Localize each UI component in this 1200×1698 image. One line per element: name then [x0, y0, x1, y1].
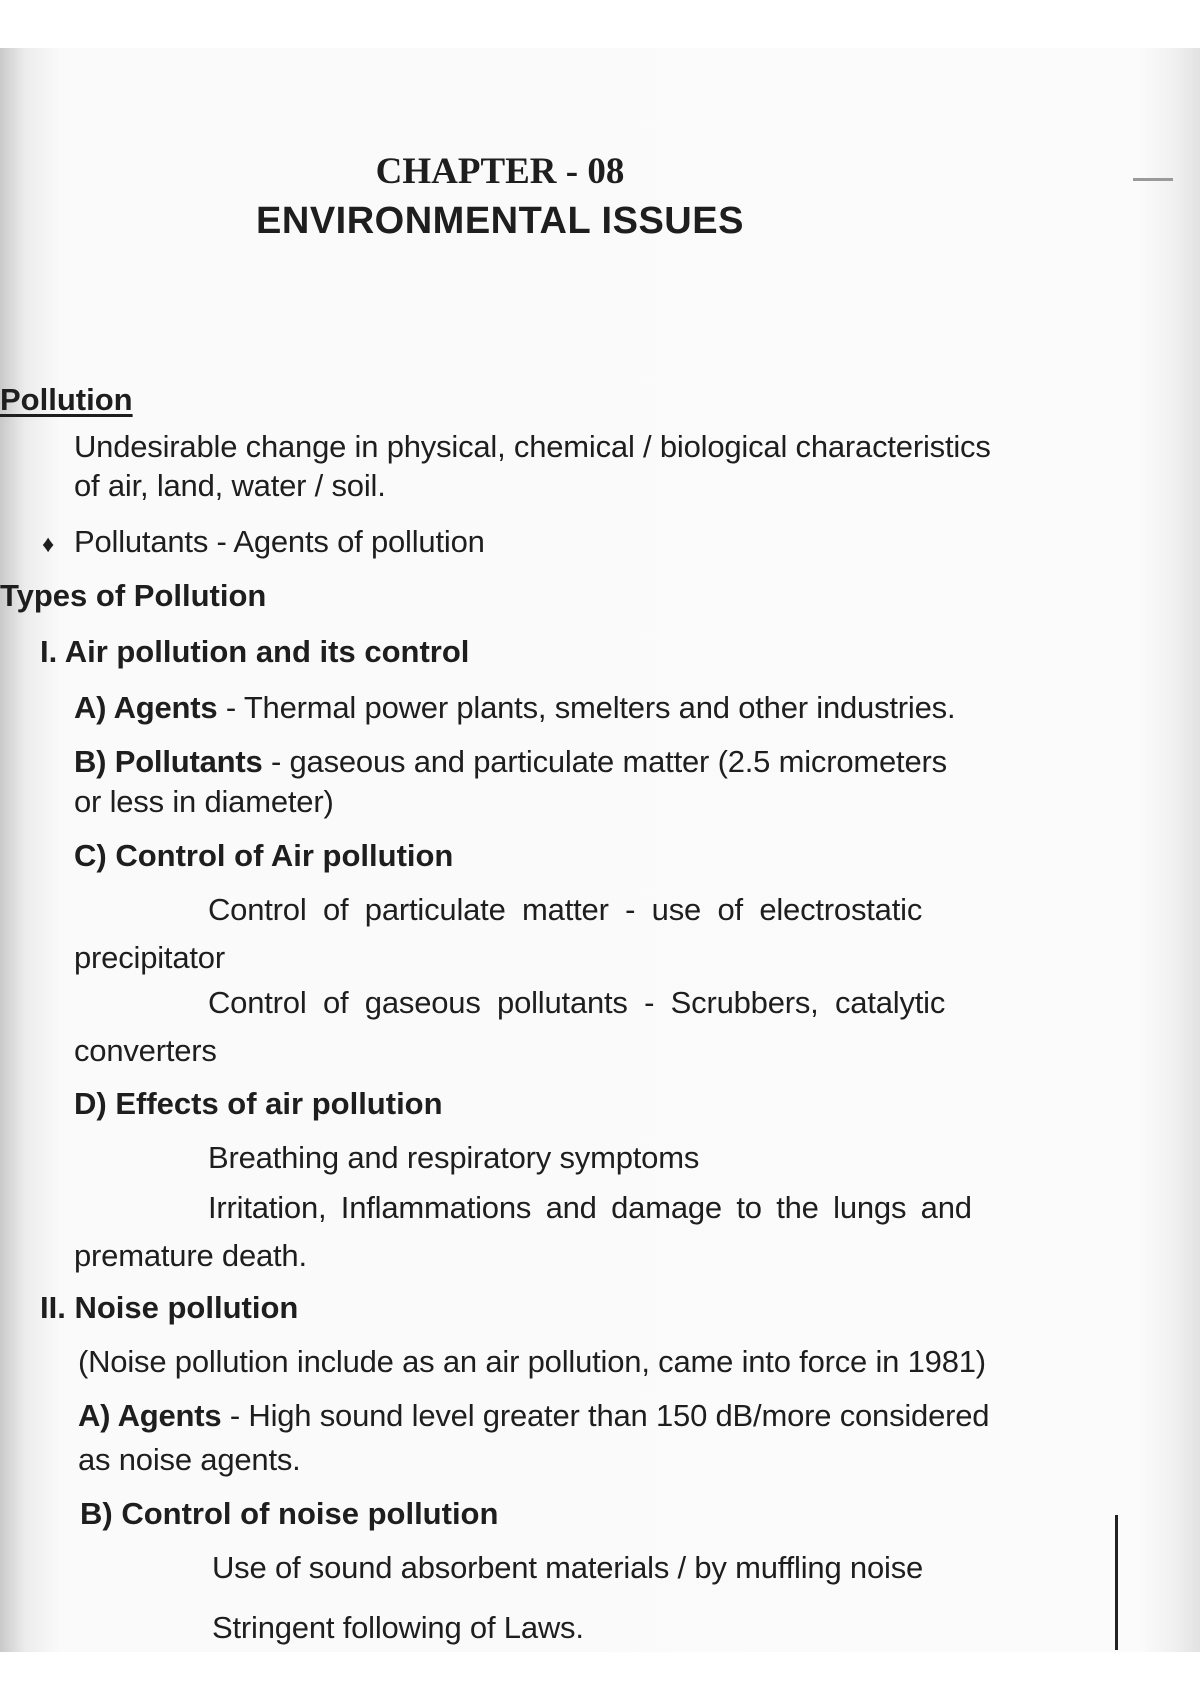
air-effects-heading: D) Effects of air pollution	[74, 1086, 443, 1121]
noise-control-line-1: Use of sound absorbent materials / by muffling noise	[212, 1550, 924, 1585]
air-effects-line-2: Irritation, Inflammations and damage to the lungs and	[208, 1190, 972, 1225]
noise-agents-text: - High sound level greater than 150 dB/more considered	[221, 1398, 990, 1433]
pollution-definition-line-2: of air, land, water / soil.	[74, 468, 386, 503]
noise-agents	[78, 1396, 989, 1436]
air-pollutants-text: - gaseous and particulate matter (2.5 micrometers	[262, 744, 947, 779]
air-control-gas-line-1: Control of gaseous pollutants - Scrubbers, catalytic	[208, 985, 946, 1020]
air-agents-text: - Thermal power plants, smelters and other industries.	[217, 690, 956, 725]
noise-pollution-heading: II. Noise pollution	[40, 1290, 299, 1325]
page-edge-mark	[1133, 178, 1173, 181]
pollutants-definition: Pollutants - Agents of pollution	[74, 524, 485, 559]
noise-control-line-2: Stringent following of Laws.	[212, 1610, 584, 1645]
air-effects-line-1: Breathing and respiratory symptoms	[208, 1140, 700, 1175]
noise-control-heading: B) Control of noise pollution	[80, 1496, 499, 1531]
air-agents-label: A) Agents	[74, 690, 218, 725]
types-heading: Types of Pollution	[0, 578, 267, 613]
air-pollutants-label: B) Pollutants	[74, 744, 263, 779]
noise-note: (Noise pollution include as an air pollution, came into force in 1981)	[78, 1344, 986, 1379]
noise-agents-line-2: as noise agents.	[78, 1442, 301, 1477]
diamond-bullet-icon: ♦	[42, 531, 55, 558]
air-control-gas-line-2: converters	[74, 1033, 217, 1068]
air-pollution-heading: I. Air pollution and its control	[40, 634, 470, 669]
air-agents	[74, 688, 955, 728]
margin-line	[1115, 1515, 1118, 1650]
air-effects-line-3: premature death.	[74, 1238, 307, 1273]
pollution-definition-line-1: Undesirable change in physical, chemical / biological characteristics	[74, 429, 991, 464]
air-pollutants	[74, 742, 947, 782]
air-pollutants-line-2: or less in diameter)	[74, 784, 334, 819]
noise-agents-label: A) Agents	[78, 1398, 222, 1433]
chapter-title: ENVIRONMENTAL ISSUES	[256, 200, 744, 242]
air-control-heading: C) Control of Air pollution	[74, 838, 454, 873]
air-control-pm-line-1: Control of particulate matter - use of electrostatic	[208, 892, 923, 927]
pollution-heading: Pollution	[0, 382, 133, 417]
chapter-number: CHAPTER - 08	[375, 151, 625, 192]
air-control-pm-line-2: precipitator	[74, 940, 225, 975]
